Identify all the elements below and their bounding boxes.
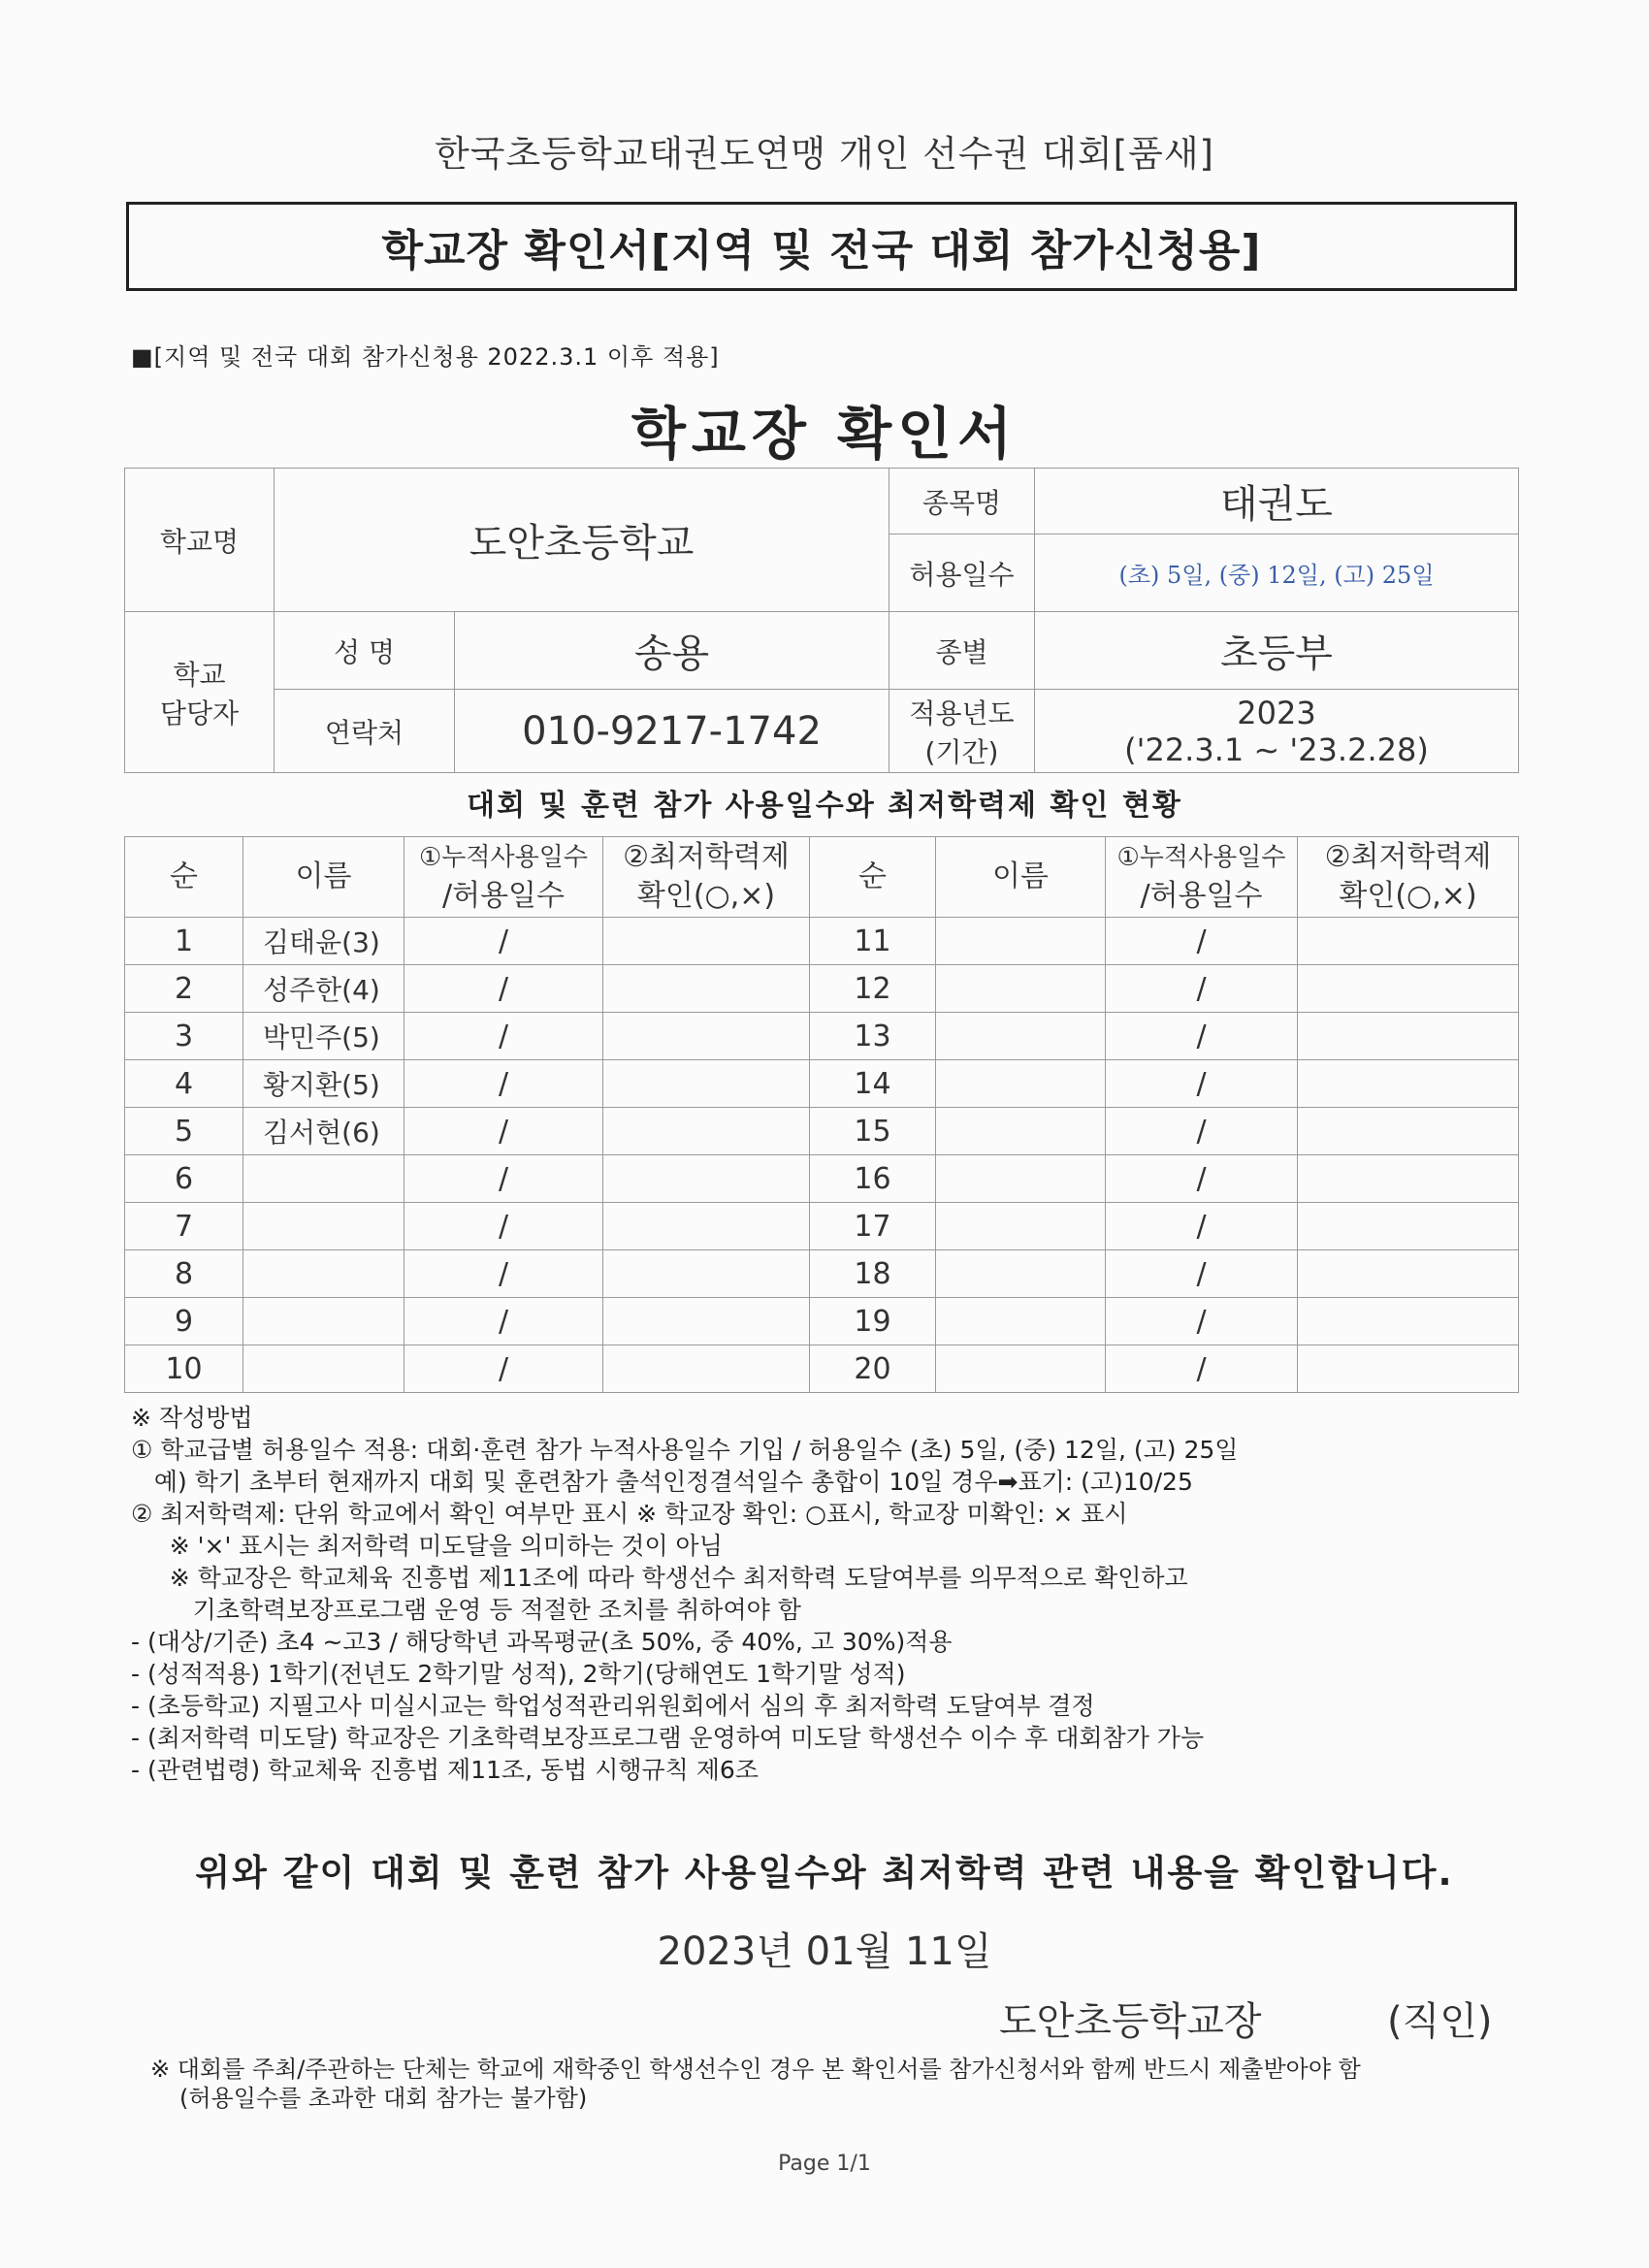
event-label: 종목명 — [889, 469, 1035, 535]
cell-grade — [1298, 1250, 1519, 1298]
allowed-days-value: (초) 5일, (중) 12일, (고) 25일 — [1035, 535, 1519, 612]
table-row — [125, 1108, 1519, 1155]
cell-grade — [603, 965, 810, 1013]
cell-grade — [1298, 1013, 1519, 1060]
cell-days: / — [1106, 1013, 1298, 1060]
footer-note-line-1: ※ 대회를 주최/주관하는 단체는 학교에 재학중인 학생선수인 경우 본 확인서를 참가신청서와 함께 반드시 제출받아야 함 — [150, 2056, 1361, 2083]
cell-days: / — [404, 965, 603, 1013]
cell-name — [936, 1250, 1106, 1298]
cell-days: / — [1106, 965, 1298, 1013]
issue-date: 2023년 01월 11일 — [657, 1929, 992, 1974]
year-value: 2023 ('22.3.1 ~ '23.2.28) — [1035, 690, 1519, 773]
league-title: 한국초등학교태권도연맹 개인 선수권 대회[품새] — [435, 133, 1214, 175]
contact-value: 010-9217-1742 — [455, 690, 889, 773]
cell-days: / — [1106, 1108, 1298, 1155]
note-line: ※ 학교장은 학교체육 진흥법 제11조에 따라 학생선수 최저학력 도달여부를 의무적으로 확인하고 — [131, 1564, 1188, 1592]
document-title: 학교장 확인서[지역 및 전국 대회 참가신청용] — [381, 226, 1262, 275]
header-grade-right: ②최저학력제 확인(○,×) — [1298, 837, 1519, 918]
cell-no: 9 — [125, 1298, 243, 1345]
cell-grade — [1298, 1060, 1519, 1108]
players-table — [124, 836, 1519, 1393]
table-row — [125, 1250, 1519, 1298]
cell-grade — [1298, 1108, 1519, 1155]
header-name-left: 이름 — [243, 837, 404, 918]
contact-label: 연락처 — [275, 690, 455, 773]
cell-days: / — [1106, 1203, 1298, 1250]
cell-grade — [603, 1060, 810, 1108]
cell-days: / — [1106, 1060, 1298, 1108]
cell-grade — [603, 1203, 810, 1250]
cell-no: 13 — [810, 1013, 936, 1060]
cell-grade — [1298, 1298, 1519, 1345]
cell-name — [243, 1250, 404, 1298]
cell-grade — [1298, 1155, 1519, 1203]
cell-name — [936, 1013, 1106, 1060]
cell-no: 14 — [810, 1060, 936, 1108]
cell-days: / — [1106, 918, 1298, 965]
cell-name: 김태윤(3) — [243, 918, 404, 965]
cell-days: / — [404, 1155, 603, 1203]
footer-note — [150, 2055, 1361, 2113]
form-title: 학교장 확인서 — [630, 401, 1018, 467]
cell-name — [936, 1155, 1106, 1203]
cell-name — [936, 1345, 1106, 1393]
school-name: 도안초등학교 — [275, 469, 889, 612]
cell-no: 10 — [125, 1345, 243, 1393]
cell-grade — [603, 1250, 810, 1298]
cell-no: 4 — [125, 1060, 243, 1108]
cell-no: 2 — [125, 965, 243, 1013]
event-value: 태권도 — [1035, 469, 1519, 535]
cell-no: 19 — [810, 1298, 936, 1345]
table-row — [125, 1203, 1519, 1250]
cell-days: / — [1106, 1155, 1298, 1203]
table-row — [125, 1298, 1519, 1345]
note-line: ※ '×' 표시는 최저학력 미도달을 의미하는 것이 아님 — [131, 1532, 723, 1560]
name-label: 성 명 — [275, 612, 455, 690]
note-line: - (초등학교) 지필고사 미실시교는 학업성적관리위원회에서 심의 후 최저학력 도달여부 결정 — [131, 1692, 1095, 1720]
document-title-box — [126, 202, 1517, 291]
table-row — [125, 1013, 1519, 1060]
note-line: - (관련법령) 학교체육 진흥법 제11조, 동법 시행규칙 제6조 — [131, 1756, 759, 1784]
cell-no: 3 — [125, 1013, 243, 1060]
cell-no: 20 — [810, 1345, 936, 1393]
cell-no: 11 — [810, 918, 936, 965]
principal-signature: 도안초등학교장 — [999, 1999, 1262, 2044]
cell-name — [243, 1298, 404, 1345]
writing-instructions — [131, 1402, 1528, 1786]
page-number: Page 1/1 — [778, 2152, 871, 2176]
cell-days: / — [404, 1250, 603, 1298]
note-line: ① 학교급별 허용일수 적용: 대회·훈련 참가 누적사용일수 기입 / 허용일수 (초) 5일, (중) 12일, (고) 25일 — [131, 1436, 1239, 1464]
year-label: 적용년도 (기간) — [889, 690, 1035, 773]
note-line: ※ 작성방법 — [131, 1404, 253, 1432]
cell-no: 5 — [125, 1108, 243, 1155]
cell-grade — [603, 1108, 810, 1155]
cell-days: / — [404, 1298, 603, 1345]
note-line: ② 최저학력제: 단위 학교에서 확인 여부만 표시 ※ 학교장 확인: ○표시, 학교장 미확인: × 표시 — [131, 1500, 1128, 1528]
cell-name: 박민주(5) — [243, 1013, 404, 1060]
cell-no: 6 — [125, 1155, 243, 1203]
table-row — [125, 1155, 1519, 1203]
note-line: 예) 학기 초부터 현재까지 대회 및 훈련참가 출석인정결석일수 총합이 10일 경우➡표기: (고)10/25 — [131, 1468, 1193, 1496]
cell-days: / — [1106, 1250, 1298, 1298]
table-row — [125, 1060, 1519, 1108]
school-info-table — [124, 468, 1519, 773]
cell-days: / — [404, 918, 603, 965]
cell-days: / — [1106, 1298, 1298, 1345]
cell-name — [243, 1203, 404, 1250]
note-line: - (성적적용) 1학기(전년도 2학기말 성적), 2학기(당해연도 1학기말 성적) — [131, 1660, 906, 1688]
cell-grade — [603, 918, 810, 965]
cell-name — [936, 965, 1106, 1013]
allowed-days-label: 허용일수 — [889, 535, 1035, 612]
cell-days: / — [404, 1345, 603, 1393]
cell-name — [243, 1345, 404, 1393]
cell-grade — [1298, 1345, 1519, 1393]
table-row — [125, 1345, 1519, 1393]
cell-name — [936, 1298, 1106, 1345]
header-days-left: ①누적사용일수 /허용일수 — [404, 837, 603, 918]
cell-no: 15 — [810, 1108, 936, 1155]
cell-days: / — [404, 1108, 603, 1155]
cell-name — [936, 1203, 1106, 1250]
cell-no: 1 — [125, 918, 243, 965]
cell-days: / — [404, 1060, 603, 1108]
cell-grade — [603, 1155, 810, 1203]
cell-no: 7 — [125, 1203, 243, 1250]
cell-no: 17 — [810, 1203, 936, 1250]
category-label: 종별 — [889, 612, 1035, 690]
cell-grade — [1298, 965, 1519, 1013]
header-name-right: 이름 — [936, 837, 1106, 918]
category-value: 초등부 — [1035, 612, 1519, 690]
cell-days: / — [404, 1013, 603, 1060]
official-seal-label: (직인) — [1387, 1999, 1493, 2044]
note-line: - (최저학력 미도달) 학교장은 기초학력보장프로그램 운영하여 미도달 학생선수 이수 후 대회참가 가능 — [131, 1724, 1205, 1752]
cell-grade — [603, 1345, 810, 1393]
cell-no: 12 — [810, 965, 936, 1013]
apply-note: ■[지역 및 전국 대회 참가신청용 2022.3.1 이후 적용] — [131, 343, 720, 371]
cell-name — [936, 1108, 1106, 1155]
footer-note-line-2: (허용일수를 초과한 대회 참가는 불가함) — [179, 2085, 588, 2112]
cell-name — [243, 1155, 404, 1203]
cell-grade — [603, 1298, 810, 1345]
manager-name: 송용 — [455, 612, 889, 690]
school-label: 학교명 — [125, 469, 275, 612]
note-line: 기초학력보장프로그램 운영 등 적절한 조치를 취하여야 함 — [131, 1596, 801, 1624]
cell-name: 김서현(6) — [243, 1108, 404, 1155]
status-title: 대회 및 훈련 참가 사용일수와 최저학력제 확인 현황 — [467, 789, 1182, 823]
header-no-right: 순 — [810, 837, 936, 918]
header-days-right: ①누적사용일수 /허용일수 — [1106, 837, 1298, 918]
cell-grade — [603, 1013, 810, 1060]
table-row — [125, 965, 1519, 1013]
cell-name — [936, 1060, 1106, 1108]
note-line: - (대상/기준) 초4 ~고3 / 해당학년 과목평균(초 50%, 중 40%, 고 30%)적용 — [131, 1628, 953, 1656]
manager-label: 학교 담당자 — [125, 612, 275, 773]
cell-grade — [1298, 1203, 1519, 1250]
cell-no: 16 — [810, 1155, 936, 1203]
cell-grade — [1298, 918, 1519, 965]
header-no-left: 순 — [125, 837, 243, 918]
cell-no: 18 — [810, 1250, 936, 1298]
confirmation-statement: 위와 같이 대회 및 훈련 참가 사용일수와 최저학력 관련 내용을 확인합니다. — [195, 1852, 1454, 1894]
table-row — [125, 918, 1519, 965]
cell-name: 황지환(5) — [243, 1060, 404, 1108]
cell-name: 성주한(4) — [243, 965, 404, 1013]
cell-days: / — [404, 1203, 603, 1250]
cell-name — [936, 918, 1106, 965]
header-grade-left: ②최저학력제 확인(○,×) — [603, 837, 810, 918]
cell-days: / — [1106, 1345, 1298, 1393]
cell-no: 8 — [125, 1250, 243, 1298]
player-rows — [125, 918, 1519, 1393]
